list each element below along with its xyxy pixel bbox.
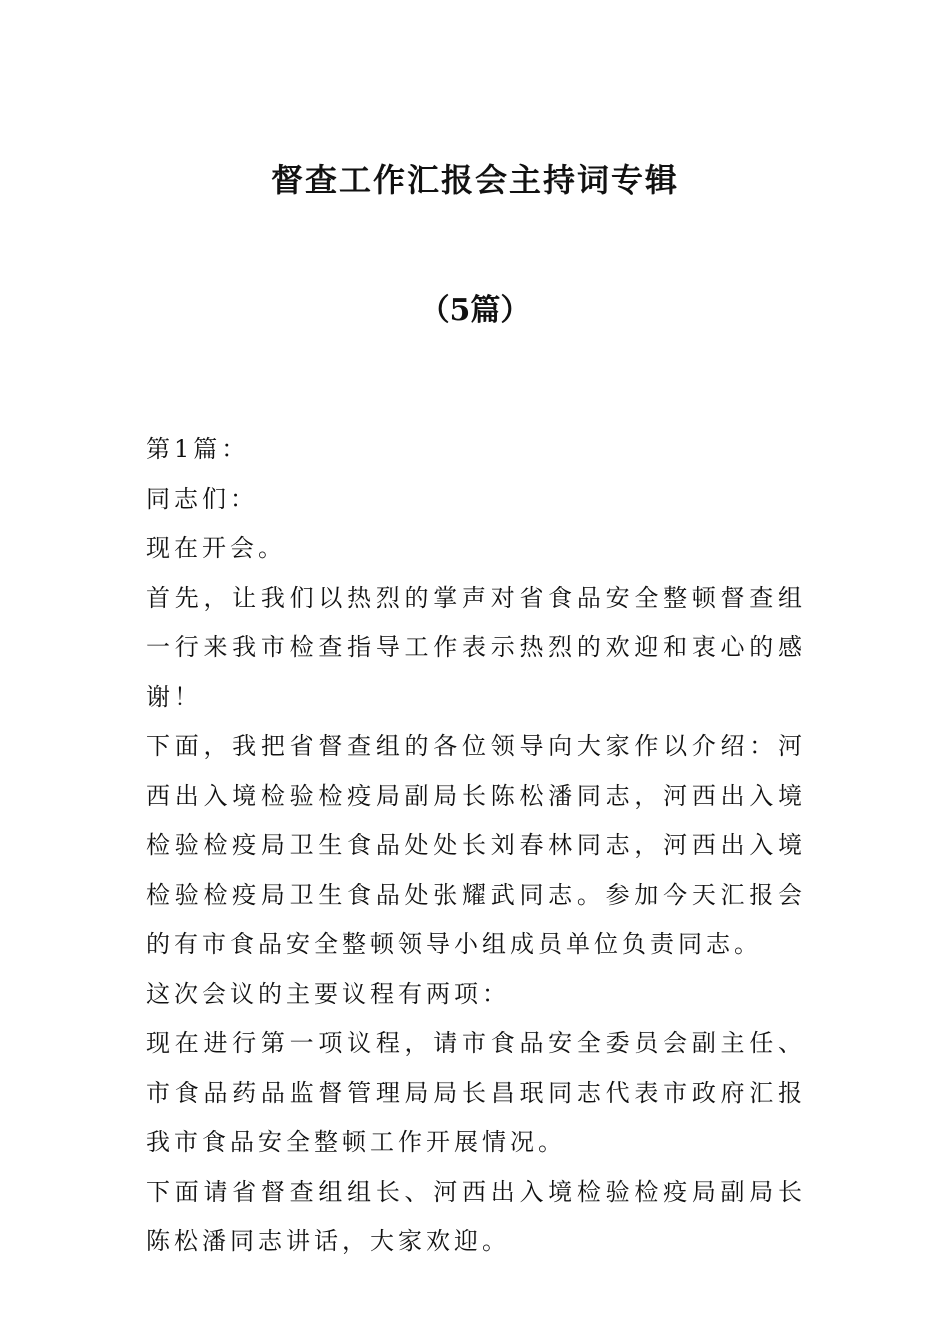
paragraph-introduction: 下面，我把省督查组的各位领导向大家作以介绍：河西出入境检验检疫局副局长陈松潘同志，河西出入境检验检疫局卫生食品处处长刘春林同志，河西出入境检验检疫局卫生食品处张耀武同志。参加今天汇报会的有市食品安全整顿领导小组成员单位负责同志。	[146, 732, 806, 958]
paragraph-speech: 下面请省督查组组长、河西出入境检验检疫局副局长陈松潘同志讲话，大家欢迎。	[146, 1177, 806, 1255]
paragraph-section-heading: 第1篇：	[146, 435, 250, 463]
paragraph-opening: 现在开会。	[146, 534, 286, 562]
paragraph-agenda-item-1: 现在进行第一项议程，请市食品安全委员会副主任、市食品药品监督管理局局长昌珉同志代表市政府汇报我市食品安全整顿工作开展情况。	[146, 1029, 806, 1156]
paragraph-welcome: 首先，让我们以热烈的掌声对省食品安全整顿督查组一行来我市检查指导工作表示热烈的欢迎和衷心的感谢！	[146, 583, 806, 711]
document-body	[146, 425, 806, 1267]
paragraph-salutation: 同志们：	[146, 484, 258, 513]
document-subtitle: （5篇）	[419, 293, 531, 328]
document-title: 督查工作汇报会主持词专辑	[270, 161, 679, 199]
paragraph-agenda: 这次会议的主要议程有两项：	[146, 979, 510, 1008]
